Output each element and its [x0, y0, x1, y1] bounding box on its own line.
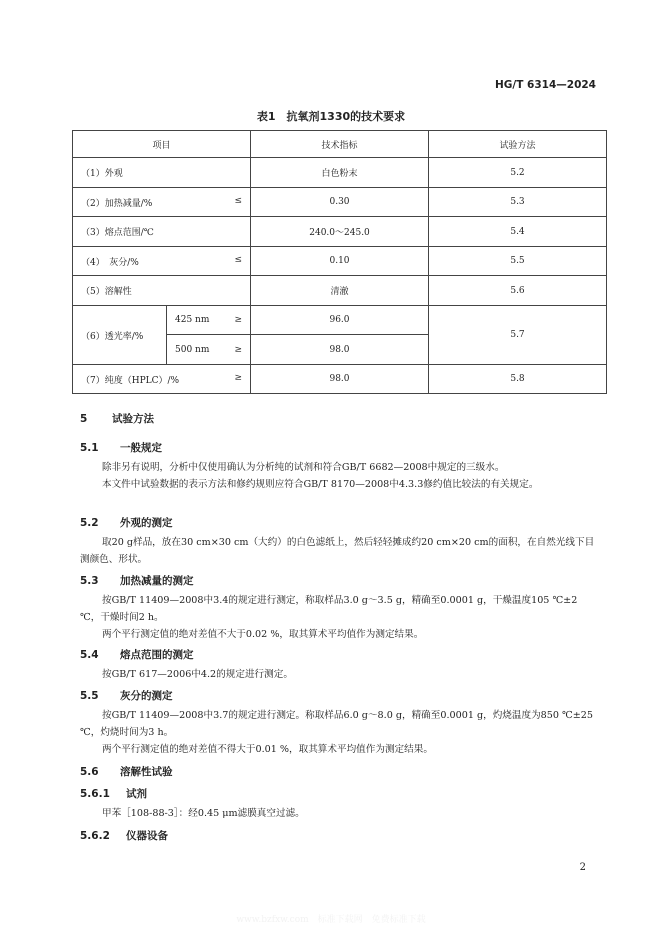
section-heading-5-2: 5.2 外观的测定 — [80, 517, 173, 529]
section-heading-5-6: 5.6 溶解性试验 — [80, 766, 173, 778]
page-number: 2 — [579, 862, 586, 873]
row-value: 清澈 — [251, 276, 429, 306]
requirements-table — [72, 130, 607, 394]
paragraph: 本文件中试验数据的表示方法和修约规则应符合GB/T 8170—2008中4.3.3修约值比较法的有关规定。 — [102, 479, 539, 490]
row-item: （6）透光率/% — [73, 306, 167, 365]
section-heading-5: 5 试验方法 — [80, 413, 154, 425]
paragraph: 甲苯［108-88-3］：经0.45 μm滤膜真空过滤。 — [102, 808, 305, 819]
row-symbol: ≥ — [234, 315, 243, 325]
header-item: 项目 — [73, 131, 251, 158]
row-method: 5.3 — [429, 188, 607, 217]
header-spec: 技术指标 — [251, 131, 429, 158]
row-symbol: ≥ — [234, 344, 243, 355]
row-value: 240.0～245.0 — [251, 217, 429, 247]
table-caption: 表1 抗氧剂1330的技术要求 — [256, 110, 406, 123]
row-method: 5.6 — [429, 276, 607, 306]
paragraph: 两个平行测定值的绝对差值不得大于0.01 %，取其算术平均值作为测定结果。 — [102, 744, 433, 755]
row-item: （5）溶解性 — [81, 287, 132, 297]
section-heading-5-4: 5.4 熔点范围的测定 — [80, 649, 194, 661]
row-method: 5.8 — [429, 365, 607, 394]
row-item: （2）加热减量/% — [81, 198, 153, 209]
table-row — [73, 247, 607, 276]
header-method: 试验方法 — [429, 131, 607, 158]
row-value: 0.10 — [251, 247, 429, 276]
table-row — [73, 158, 607, 188]
paragraph: 除非另有说明，分析中仅使用确认为分析纯的试剂和符合GB/T 6682—2008中规定的三级水。 — [102, 462, 505, 473]
standard-number: HG/T 6314—2024 — [494, 79, 596, 91]
row-symbol: ≤ — [234, 254, 243, 265]
paragraph: 取20 g样品，放在30 cm×30 cm（大约）的白色滤纸上，然后轻轻摊成约20 cm×20 cm的面积，在自然光线下目测颜色、形状。 — [80, 537, 595, 565]
section-heading-5-3: 5.3 加热减量的测定 — [80, 575, 194, 587]
wavelength-label: 425 nm — [175, 315, 210, 325]
row-method: 5.7 — [429, 306, 607, 365]
section-heading-5-1: 5.1 一般规定 — [80, 442, 162, 454]
row-value: 白色粉末 — [251, 158, 429, 188]
row-item: （3）熔点范围/℃ — [81, 228, 154, 238]
table-row — [73, 217, 607, 247]
table-header-row — [73, 131, 607, 158]
watermark-footer: www.bzfxw.com 标准下载网 免费标准下载 — [236, 915, 426, 925]
row-item: （4） 灰分/% — [81, 257, 139, 268]
row-value: 96.0 — [251, 306, 429, 335]
table-row — [73, 365, 607, 394]
table-row — [73, 306, 607, 335]
row-item: （1）外观 — [81, 169, 123, 179]
row-symbol: ≤ — [234, 195, 243, 206]
table-row — [73, 188, 607, 217]
section-heading-5-5: 5.5 灰分的测定 — [80, 690, 173, 702]
wavelength-label: 500 nm — [175, 344, 210, 355]
row-value: 98.0 — [251, 335, 429, 365]
section-heading-5-6-2: 5.6.2 仪器设备 — [80, 830, 168, 842]
paragraph: 按GB/T 11409—2008中3.4的规定进行测定，称取样品3.0 g～3.5 g，精确至0.0001 g，干燥温度105 ℃±2 ℃，干燥时间2 h。 — [80, 595, 578, 623]
row-item: （7）纯度（HPLC）/% — [81, 375, 180, 386]
row-symbol: ≥ — [234, 372, 243, 383]
row-value: 0.30 — [251, 188, 429, 217]
paragraph: 按GB/T 617—2006中4.2的规定进行测定。 — [102, 669, 293, 680]
row-method: 5.5 — [429, 247, 607, 276]
row-method: 5.2 — [429, 158, 607, 188]
table-row — [73, 276, 607, 306]
paragraph: 按GB/T 11409—2008中3.7的规定进行测定。称取样品6.0 g～8.0 g，精确至0.0001 g，灼烧温度为850 ℃±25 ℃，灼烧时间为3 h。 — [80, 710, 594, 738]
row-value: 98.0 — [251, 365, 429, 394]
paragraph: 两个平行测定值的绝对差值不大于0.02 %，取其算术平均值作为测定结果。 — [102, 629, 424, 640]
section-heading-5-6-1: 5.6.1 试剂 — [80, 788, 147, 800]
row-method: 5.4 — [429, 217, 607, 247]
